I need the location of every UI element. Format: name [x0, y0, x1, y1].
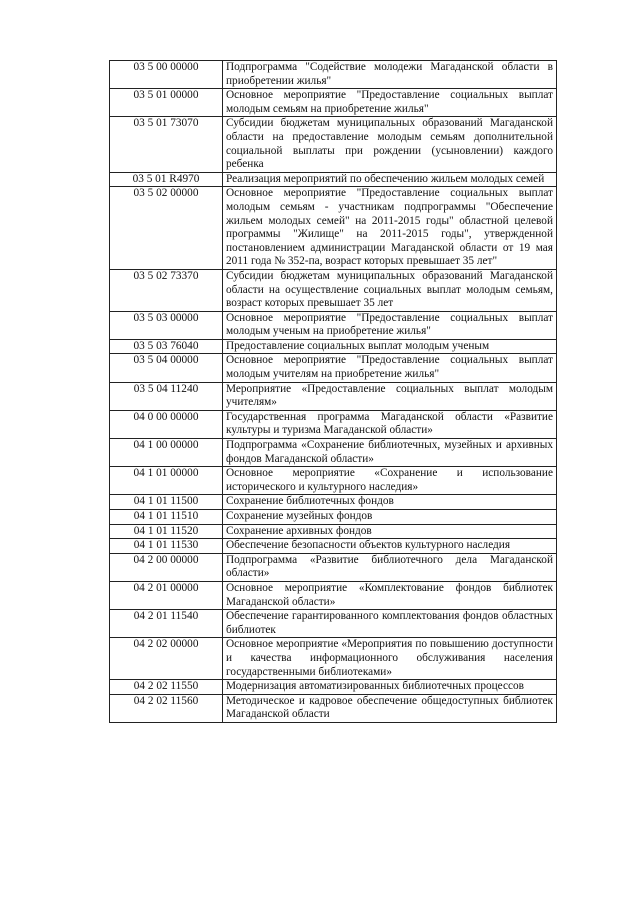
code-cell: 04 1 01 11510 — [110, 510, 223, 525]
table-row — [110, 694, 557, 722]
code-cell: 04 2 02 11550 — [110, 680, 223, 695]
name-cell: Подпрограмма «Сохранение библиотечных, музейных и архивных фондов Магаданской области» — [223, 439, 557, 467]
table-row — [110, 495, 557, 510]
name-cell: Мероприятие «Предоставление социальных выплат молодым учителям» — [223, 382, 557, 410]
code-cell: 04 2 01 11540 — [110, 610, 223, 638]
code-cell: 04 1 01 11500 — [110, 495, 223, 510]
name-cell: Субсидии бюджетам муниципальных образований Магаданской области на предоставление молодым семьям дополнительной социальной выплаты при рождении (усыновлении) каждого ребенка — [223, 117, 557, 172]
name-cell: Государственная программа Магаданской области «Развитие культуры и туризма Магаданской области» — [223, 410, 557, 438]
table-row — [110, 61, 557, 89]
code-cell: 04 1 00 00000 — [110, 439, 223, 467]
name-cell: Основное мероприятие "Предоставление социальных выплат молодым семьям - участникам подпрограммы "Обеспечение жильем молодых семей" на 2011-2015 годы" областной целевой программы "Жилище" на 2011-2015 годы", утвержденной постановлением администрации Магаданской области от 19 мая 2011 года № 352-па, возраст которых превышает 35 лет" — [223, 187, 557, 270]
table-row — [110, 187, 557, 270]
name-cell: Основное мероприятие «Комплектование фондов библиотек Магаданской области» — [223, 581, 557, 609]
name-cell: Реализация мероприятий по обеспечению жильем молодых семей — [223, 172, 557, 187]
table-row — [110, 539, 557, 554]
name-cell: Основное мероприятие «Сохранение и использование исторического и культурного наследия» — [223, 467, 557, 495]
table-row — [110, 339, 557, 354]
code-cell: 03 5 02 73370 — [110, 269, 223, 311]
name-cell: Модернизация автоматизированных библиотечных процессов — [223, 680, 557, 695]
table-row — [110, 172, 557, 187]
table-row — [110, 354, 557, 382]
table-row — [110, 638, 557, 680]
table-row — [110, 553, 557, 581]
name-cell: Сохранение музейных фондов — [223, 510, 557, 525]
code-cell: 04 2 01 00000 — [110, 581, 223, 609]
name-cell: Основное мероприятие "Предоставление социальных выплат молодым учителям на приобретение жилья" — [223, 354, 557, 382]
table-row — [110, 311, 557, 339]
name-cell: Методическое и кадровое обеспечение общедоступных библиотек Магаданской области — [223, 694, 557, 722]
code-cell: 03 5 02 00000 — [110, 187, 223, 270]
table-row — [110, 382, 557, 410]
table-row — [110, 510, 557, 525]
code-cell: 04 0 00 00000 — [110, 410, 223, 438]
table-row — [110, 89, 557, 117]
table-row — [110, 410, 557, 438]
name-cell: Подпрограмма «Развитие библиотечного дела Магаданской области» — [223, 553, 557, 581]
code-cell: 04 1 01 11530 — [110, 539, 223, 554]
code-cell: 03 5 04 11240 — [110, 382, 223, 410]
code-cell: 03 5 01 73070 — [110, 117, 223, 172]
name-cell: Подпрограмма "Содействие молодежи Магаданской области в приобретении жилья" — [223, 61, 557, 89]
code-cell: 03 5 03 00000 — [110, 311, 223, 339]
table-row — [110, 581, 557, 609]
code-cell: 04 2 02 00000 — [110, 638, 223, 680]
name-cell: Основное мероприятие «Мероприятия по повышению доступности и качества информационного обслуживания населения государственными библиотеками» — [223, 638, 557, 680]
name-cell: Сохранение библиотечных фондов — [223, 495, 557, 510]
code-cell: 04 1 01 00000 — [110, 467, 223, 495]
name-cell: Основное мероприятие "Предоставление социальных выплат молодым семьям на приобретение жилья" — [223, 89, 557, 117]
table-row — [110, 439, 557, 467]
code-cell: 04 1 01 11520 — [110, 524, 223, 539]
code-cell: 03 5 00 00000 — [110, 61, 223, 89]
table-row — [110, 117, 557, 172]
code-cell: 04 2 00 00000 — [110, 553, 223, 581]
code-cell: 03 5 03 76040 — [110, 339, 223, 354]
table-row — [110, 524, 557, 539]
code-cell: 04 2 02 11560 — [110, 694, 223, 722]
table-row — [110, 467, 557, 495]
code-cell: 03 5 01 R4970 — [110, 172, 223, 187]
name-cell: Сохранение архивных фондов — [223, 524, 557, 539]
table-row — [110, 269, 557, 311]
code-cell: 03 5 01 00000 — [110, 89, 223, 117]
code-cell: 03 5 04 00000 — [110, 354, 223, 382]
budget-classification-table — [109, 60, 557, 723]
name-cell: Обеспечение безопасности объектов культурного наследия — [223, 539, 557, 554]
name-cell: Основное мероприятие "Предоставление социальных выплат молодым ученым на приобретение жилья" — [223, 311, 557, 339]
table-row — [110, 610, 557, 638]
name-cell: Обеспечение гарантированного комплектования фондов областных библиотек — [223, 610, 557, 638]
table-row — [110, 680, 557, 695]
name-cell: Субсидии бюджетам муниципальных образований Магаданской области на осуществление социальных выплат молодым семьям, возраст которых превышает 35 лет — [223, 269, 557, 311]
name-cell: Предоставление социальных выплат молодым ученым — [223, 339, 557, 354]
